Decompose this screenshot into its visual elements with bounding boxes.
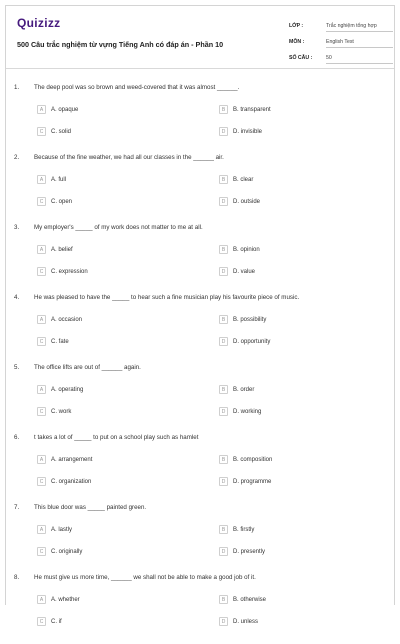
answer-option[interactable]: [37, 197, 72, 206]
meta-row-count: [289, 50, 393, 66]
answer-option[interactable]: [37, 127, 71, 136]
option-text: C. work: [51, 408, 72, 415]
option-letter-box[interactable]: C: [37, 407, 46, 416]
answer-option[interactable]: [37, 617, 62, 626]
option-letter-box[interactable]: B: [219, 525, 228, 534]
answer-option[interactable]: [219, 175, 253, 184]
meta-label: MÔN :: [289, 39, 305, 45]
meta-label: SỐ CÂU :: [289, 55, 313, 61]
question-text: He was pleased to have the _____ to hear such a fine musician play his favourite piece of music.: [34, 294, 300, 301]
answer-option[interactable]: [37, 105, 78, 114]
option-text: B. order: [233, 386, 255, 393]
option-letter-box[interactable]: C: [37, 337, 46, 346]
answer-option[interactable]: [219, 127, 262, 136]
answer-option[interactable]: [37, 477, 91, 486]
option-text: D. programme: [233, 478, 272, 485]
answer-option[interactable]: [219, 197, 260, 206]
option-text: A. belief: [51, 246, 73, 253]
option-letter-box[interactable]: C: [37, 617, 46, 626]
option-letter-box[interactable]: D: [219, 547, 228, 556]
question-number: 7.: [14, 504, 20, 511]
option-letter-box[interactable]: B: [219, 455, 228, 464]
option-letter-box[interactable]: B: [219, 595, 228, 604]
option-letter-box[interactable]: D: [219, 197, 228, 206]
question-number: 8.: [14, 574, 20, 581]
option-letter-box[interactable]: A: [37, 315, 46, 324]
question-number: 6.: [14, 434, 20, 441]
option-letter-box[interactable]: C: [37, 197, 46, 206]
answer-option[interactable]: [219, 337, 270, 346]
question-item: [6, 84, 394, 154]
answer-option[interactable]: [37, 595, 80, 604]
question-text: The deep pool was so brown and weed-covered that it was almost ______.: [34, 84, 240, 91]
option-text: A. opaque: [51, 106, 79, 113]
answer-option[interactable]: [37, 267, 88, 276]
meta-row-subject: [289, 34, 393, 50]
answer-option[interactable]: [37, 547, 82, 556]
meta-table: [289, 18, 393, 66]
option-text: A. occasion: [51, 316, 83, 323]
option-text: C. open: [51, 198, 73, 205]
option-letter-box[interactable]: A: [37, 175, 46, 184]
meta-value: 50: [326, 52, 393, 64]
option-letter-box[interactable]: D: [219, 127, 228, 136]
option-letter-box[interactable]: C: [37, 477, 46, 486]
answer-option[interactable]: [37, 245, 73, 254]
worksheet-title: 500 Câu trắc nghiệm từ vựng Tiếng Anh có đáp án - Phần 10: [17, 40, 224, 49]
option-text: B. firstly: [233, 526, 255, 533]
option-text: D. presently: [233, 548, 266, 555]
meta-value: Trắc nghiệm tổng hợp: [326, 20, 393, 32]
question-number: 5.: [14, 364, 20, 371]
answer-option[interactable]: [37, 175, 66, 184]
answer-option[interactable]: [219, 595, 266, 604]
option-letter-box[interactable]: A: [37, 245, 46, 254]
option-letter-box[interactable]: A: [37, 595, 46, 604]
answer-option[interactable]: [37, 455, 92, 464]
option-letter-box[interactable]: B: [219, 245, 228, 254]
option-letter-box[interactable]: C: [37, 267, 46, 276]
option-text: C. solid: [51, 128, 72, 135]
answer-option[interactable]: [37, 337, 69, 346]
option-text: B. possibility: [233, 316, 267, 323]
option-letter-box[interactable]: A: [37, 525, 46, 534]
question-text: t takes a lot of _____ to put on a school play such as hamlet: [34, 434, 199, 441]
answer-option[interactable]: [219, 455, 272, 464]
option-letter-box[interactable]: C: [37, 547, 46, 556]
option-text: C. organization: [51, 478, 92, 485]
worksheet-page: [5, 5, 395, 625]
option-text: D. working: [233, 408, 262, 415]
question-number: 2.: [14, 154, 20, 161]
option-letter-box[interactable]: B: [219, 385, 228, 394]
option-text: A. arrangement: [51, 456, 93, 463]
question-item: [6, 294, 394, 364]
option-text: B. clear: [233, 176, 254, 183]
option-letter-box[interactable]: D: [219, 267, 228, 276]
meta-value: English Test: [326, 36, 393, 48]
question-text: The office lifts are out of ______ again.: [34, 364, 141, 371]
question-number: 3.: [14, 224, 20, 231]
answer-option[interactable]: [37, 315, 82, 324]
answer-option[interactable]: [219, 407, 261, 416]
option-text: D. opportunity: [233, 338, 271, 345]
option-letter-box[interactable]: D: [219, 477, 228, 486]
option-text: C. originally: [51, 548, 83, 555]
option-letter-box[interactable]: A: [37, 455, 46, 464]
answer-option[interactable]: [219, 385, 254, 394]
option-letter-box[interactable]: A: [37, 385, 46, 394]
option-text: A. operating: [51, 386, 84, 393]
option-letter-box[interactable]: D: [219, 617, 228, 626]
option-text: D. outside: [233, 198, 261, 205]
option-letter-box[interactable]: C: [37, 127, 46, 136]
meta-label: LỚP :: [289, 23, 304, 29]
answer-option[interactable]: [37, 385, 83, 394]
option-letter-box[interactable]: A: [37, 105, 46, 114]
answer-option[interactable]: [219, 617, 258, 626]
answer-option[interactable]: [37, 525, 72, 534]
option-text: A. lastly: [51, 526, 73, 533]
question-text: This blue door was _____ painted green.: [34, 504, 147, 511]
option-text: A. full: [51, 176, 67, 183]
option-letter-box[interactable]: B: [219, 105, 228, 114]
option-text: B. composition: [233, 456, 273, 463]
option-letter-box[interactable]: B: [219, 175, 228, 184]
answer-option[interactable]: [219, 105, 271, 114]
option-text: C. if: [51, 618, 62, 625]
answer-option[interactable]: [219, 547, 265, 556]
answer-option[interactable]: [219, 477, 271, 486]
question-text: He must give us more time, ______ we shall not be able to make a good job of it.: [34, 574, 256, 581]
question-item: [6, 224, 394, 294]
meta-row-class: [289, 18, 393, 34]
question-item: [6, 434, 394, 504]
option-text: B. opinion: [233, 246, 260, 253]
question-number: 1.: [14, 84, 20, 91]
answer-option[interactable]: [37, 407, 71, 416]
question-number: 4.: [14, 294, 20, 301]
option-letter-box[interactable]: D: [219, 337, 228, 346]
option-text: D. invisible: [233, 128, 263, 135]
question-text: Because of the fine weather, we had all our classes in the ______ air.: [34, 154, 224, 161]
option-text: B. otherwise: [233, 596, 267, 603]
option-text: B. transparent: [233, 106, 271, 113]
question-list: [6, 84, 394, 644]
option-letter-box[interactable]: D: [219, 407, 228, 416]
answer-option[interactable]: [219, 245, 260, 254]
quizizz-logo[interactable]: Quizizz: [17, 16, 61, 30]
question-item: [6, 154, 394, 224]
option-text: D. unless: [233, 618, 259, 625]
option-letter-box[interactable]: B: [219, 315, 228, 324]
option-text: D. value: [233, 268, 256, 275]
question-item: [6, 574, 394, 644]
answer-option[interactable]: [219, 267, 255, 276]
question-item: [6, 504, 394, 574]
option-text: C. fate: [51, 338, 69, 345]
option-text: A. whether: [51, 596, 80, 603]
answer-option[interactable]: [219, 525, 254, 534]
question-text: My employer's _____ of my work does not matter to me at all.: [34, 224, 203, 231]
question-item: [6, 364, 394, 434]
answer-option[interactable]: [219, 315, 266, 324]
option-text: C. expression: [51, 268, 88, 275]
worksheet-header: [6, 6, 394, 69]
